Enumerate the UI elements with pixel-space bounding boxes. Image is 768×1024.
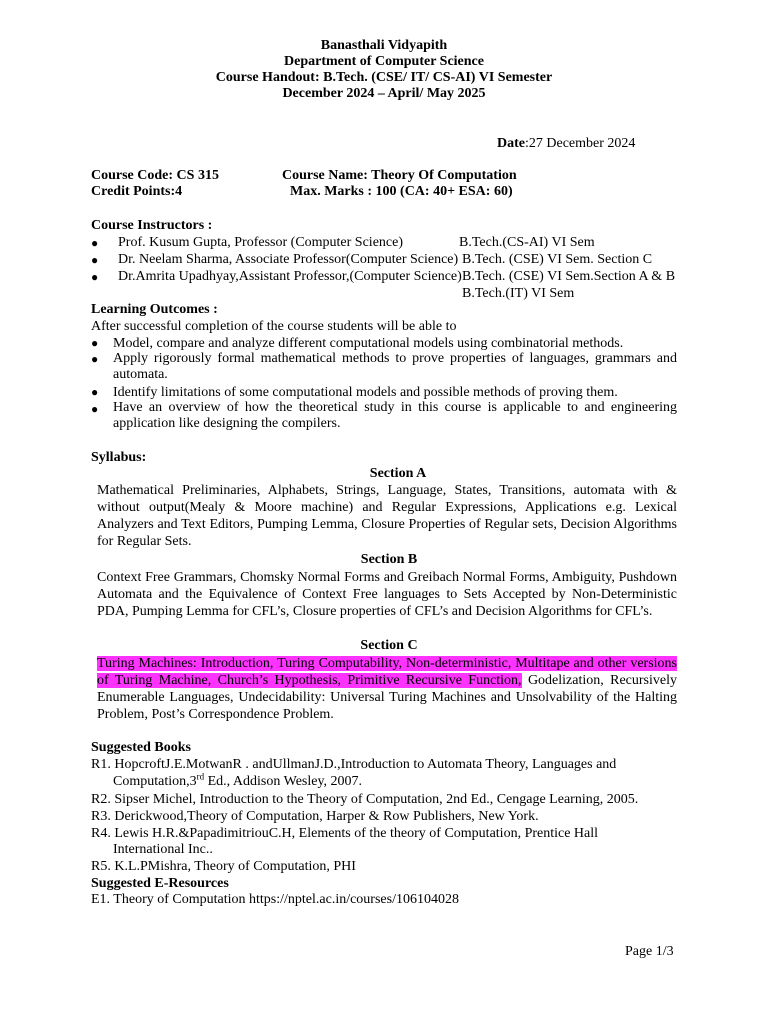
instructors-heading: Course Instructors : <box>91 218 213 233</box>
section-b-title: Section B <box>360 552 418 567</box>
bullet-icon: ● <box>91 402 99 416</box>
page-number: Page 1/3 <box>625 944 674 959</box>
section-b-text: Context Free Grammars, Chomsky Normal Forms and Greibach Normal Forms, Ambiguity, Pushdown Automata and the Equivalence of Context Free languages to Sets Accepted by Non-Deterministic PDA, Pumping Lemma for CFL’s, Closure properties of CFL’s and Decision Algorithms for CFL’s. <box>97 570 677 619</box>
outcomes-intro: After successful completion of the course students will be able to <box>91 319 457 334</box>
bullet-icon: ● <box>91 352 99 366</box>
book-r3: R3. Derickwood,Theory of Computation, Harper & Row Publishers, New York. <box>91 809 539 824</box>
instructor-assignment: B.Tech.(IT) VI Sem <box>462 286 575 301</box>
handout-title: Course Handout: B.Tech. (CSE/ IT/ CS-AI) VI Semester <box>215 70 553 85</box>
credit-points: Credit Points:4 <box>91 184 183 199</box>
instructor-assignment: B.Tech. (CSE) VI Sem. Section C <box>462 252 653 267</box>
institution-name: Banasthali Vidyapith <box>320 38 448 53</box>
handout-date <box>497 136 635 152</box>
instructor-name: Dr. Neelam Sharma, Associate Professor(Computer Science) <box>118 252 459 267</box>
instructor-name: Prof. Kusum Gupta, Professor (Computer Science) <box>118 235 404 250</box>
instructor-assignment: B.Tech.(CS-AI) VI Sem <box>459 235 595 250</box>
section-c-text <box>97 655 677 723</box>
course-code: Course Code: CS 315 <box>91 168 219 183</box>
outcome-item: Have an overview of how the theoretical study in this course is applicable to and engineering application like designing the compilers. <box>113 400 677 431</box>
outcome-item: Apply rigorously formal mathematical methods to prove properties of languages, grammars and automata. <box>113 351 677 382</box>
bullet-icon: ● <box>91 236 99 250</box>
book-r1-continued <box>113 771 363 790</box>
instructor-name: Dr.Amrita Upadhyay,Assistant Professor,(Computer Science) <box>118 269 462 284</box>
bullet-icon: ● <box>91 253 99 267</box>
department-name: Department of Computer Science <box>284 54 484 69</box>
instructor-assignment: B.Tech. (CSE) VI Sem.Section A & B <box>462 269 676 284</box>
outcomes-heading: Learning Outcomes : <box>91 302 218 317</box>
eresource-e1: E1. Theory of Computation https://nptel.ac.in/courses/106104028 <box>91 892 459 907</box>
section-c-rest-text: Godelization, Recursively Enumerable Languages, Undecidability: Universal Turing Machines and Unsolvability of the Halting Problem, Post’s Correspondence Problem. <box>97 673 677 722</box>
date-label: Date <box>497 136 525 151</box>
book-r4: R4. Lewis H.R.&PapadimitriouC.H, Elements of the theory of Computation, Prentice Hall <box>91 826 599 841</box>
section-a-title: Section A <box>369 466 427 481</box>
section-c-highlighted-text: Turing Machines: Introduction, Turing Computability, Non-deterministic, Multitape and other versions of Turing Machine, Church’s Hypothesis, Primitive Recursive Function, <box>97 656 677 688</box>
course-name: Course Name: Theory Of Computation <box>282 168 517 183</box>
book-r1: R1. HopcroftJ.E.MotwanR . andUllmanJ.D.,Introduction to Automata Theory, Languages and <box>91 757 617 772</box>
books-heading: Suggested Books <box>91 740 191 755</box>
outcome-item: Model, compare and analyze different computational models using combinatorial methods. <box>113 336 624 351</box>
book-r1-edition: Ed., Addison Wesley, 2007. <box>204 774 363 789</box>
session-period: December 2024 – April/ May 2025 <box>282 86 486 101</box>
syllabus-heading: Syllabus: <box>91 450 147 465</box>
bullet-icon: ● <box>91 270 99 284</box>
max-marks: Max. Marks : 100 (CA: 40+ ESA: 60) <box>290 184 513 199</box>
book-r5: R5. K.L.PMishra, Theory of Computation, PHI <box>91 859 356 874</box>
bullet-icon: ● <box>91 385 99 399</box>
section-a-text: Mathematical Preliminaries, Alphabets, Strings, Language, States, Transitions, automata with & without output(Mealy & Moore machine) and Regular Expressions, Applications e.g. Lexical Analyzers and Text Editors, Pumping Lemma, Closure Properties of Regular sets, Decision Algorithms for Regular Sets. <box>97 483 677 549</box>
bullet-icon: ● <box>91 336 99 350</box>
book-r4-continued: International Inc.. <box>113 842 213 857</box>
book-r1-text: Computation,3 <box>113 774 197 789</box>
superscript-rd: rd <box>196 771 205 782</box>
eresources-heading: Suggested E-Resources <box>91 876 229 891</box>
date-value: :27 December 2024 <box>525 136 636 151</box>
section-c-title: Section C <box>360 638 418 653</box>
outcome-item: Identify limitations of some computational models and possible methods of proving them. <box>113 385 618 400</box>
book-r2: R2. Sipser Michel, Introduction to the Theory of Computation, 2nd Ed., Cengage Learning, 2005. <box>91 792 639 807</box>
